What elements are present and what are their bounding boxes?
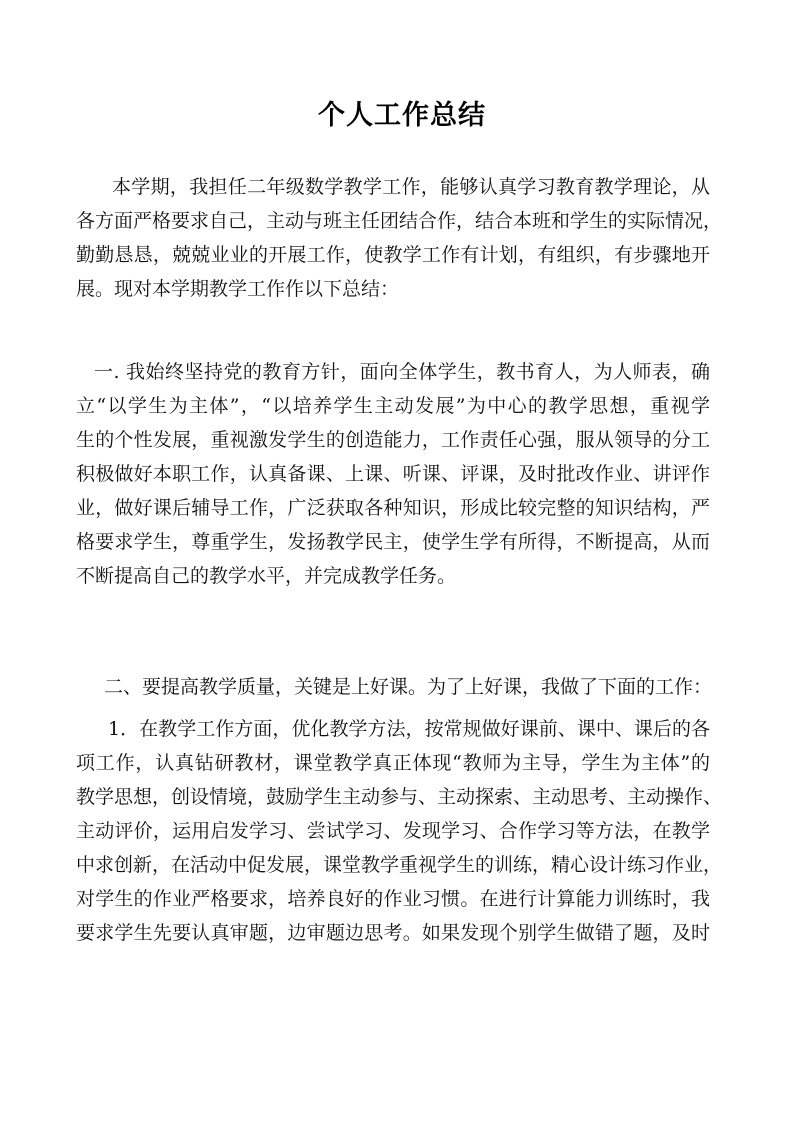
paragraph-intro [76, 170, 723, 306]
paragraph-line: 二、要提高教学质量，关键是上好课。为了上好课，我做了下面的工作： [104, 676, 713, 698]
paragraph-line: 项工作，认真钻研教材，课堂教学真正体现“教师为主导，学生为主体”的 [76, 752, 710, 774]
paragraph-line: 教学思想，创设情境，鼓励学生主动参与、主动探索、主动思考、主动操作、 [76, 786, 723, 808]
paragraph-line: 积极做好本职工作，认真备课、上课、听课、评课，及时批改作业、讲评作 [76, 463, 710, 485]
paragraph-line: 生的个性发展，重视激发学生的创造能力，工作责任心强，服从领导的分工 [76, 429, 710, 451]
paragraph-item-one [76, 712, 723, 950]
paragraph-section-two-heading [76, 670, 713, 704]
paragraph-line: 业，做好课后辅导工作，广泛获取各种知识，形成比较完整的知识结构，严 [76, 497, 710, 519]
paragraph-line: 勤勤恳恳，兢兢业业的开展工作，使教学工作有计划，有组织，有步骤地开 [76, 244, 710, 266]
paragraph-line: 主动评价，运用启发学习、尝试学习、发现学习、合作学习等方法，在教学 [76, 820, 710, 842]
paragraph-line: 1．在教学工作方面，优化教学方法，按常规做好课前、课中、课后的各 [108, 718, 710, 740]
paragraph-section-one [76, 355, 710, 593]
paragraph-line: 要求学生先要认真审题，边审题边思考。如果发现个别学生做错了题，及时 [76, 922, 710, 944]
paragraph-line: 本学期，我担任二年级数学教学工作，能够认真学习教育教学理论，从 [112, 176, 710, 198]
paragraph-line: 立“以学生为主体”，“以培养学生主动发展”为中心的教学思想，重视学 [76, 395, 710, 417]
paragraph-line: 对学生的作业严格要求，培养良好的作业习惯。在进行计算能力训练时，我 [76, 888, 710, 910]
paragraph-line: 格要求学生，尊重学生，发扬教学民主，使学生学有所得，不断提高，从而 [76, 531, 710, 553]
paragraph-line: 展。现对本学期教学工作作以下总结： [76, 278, 400, 300]
paragraph-line: 中求创新，在活动中促发展，课堂教学重视学生的训练，精心设计练习作业， [76, 854, 723, 876]
document-title: 个人工作总结 [318, 100, 486, 131]
paragraph-line: 一. 我始终坚持党的教育方针，面向全体学生，教书育人，为人师表，确 [94, 361, 710, 383]
paragraph-line: 各方面严格要求自己，主动与班主任团结合作，结合本班和学生的实际情况， [76, 210, 723, 232]
paragraph-line: 不断提高自己的教学水平，并完成教学任务。 [76, 565, 457, 587]
